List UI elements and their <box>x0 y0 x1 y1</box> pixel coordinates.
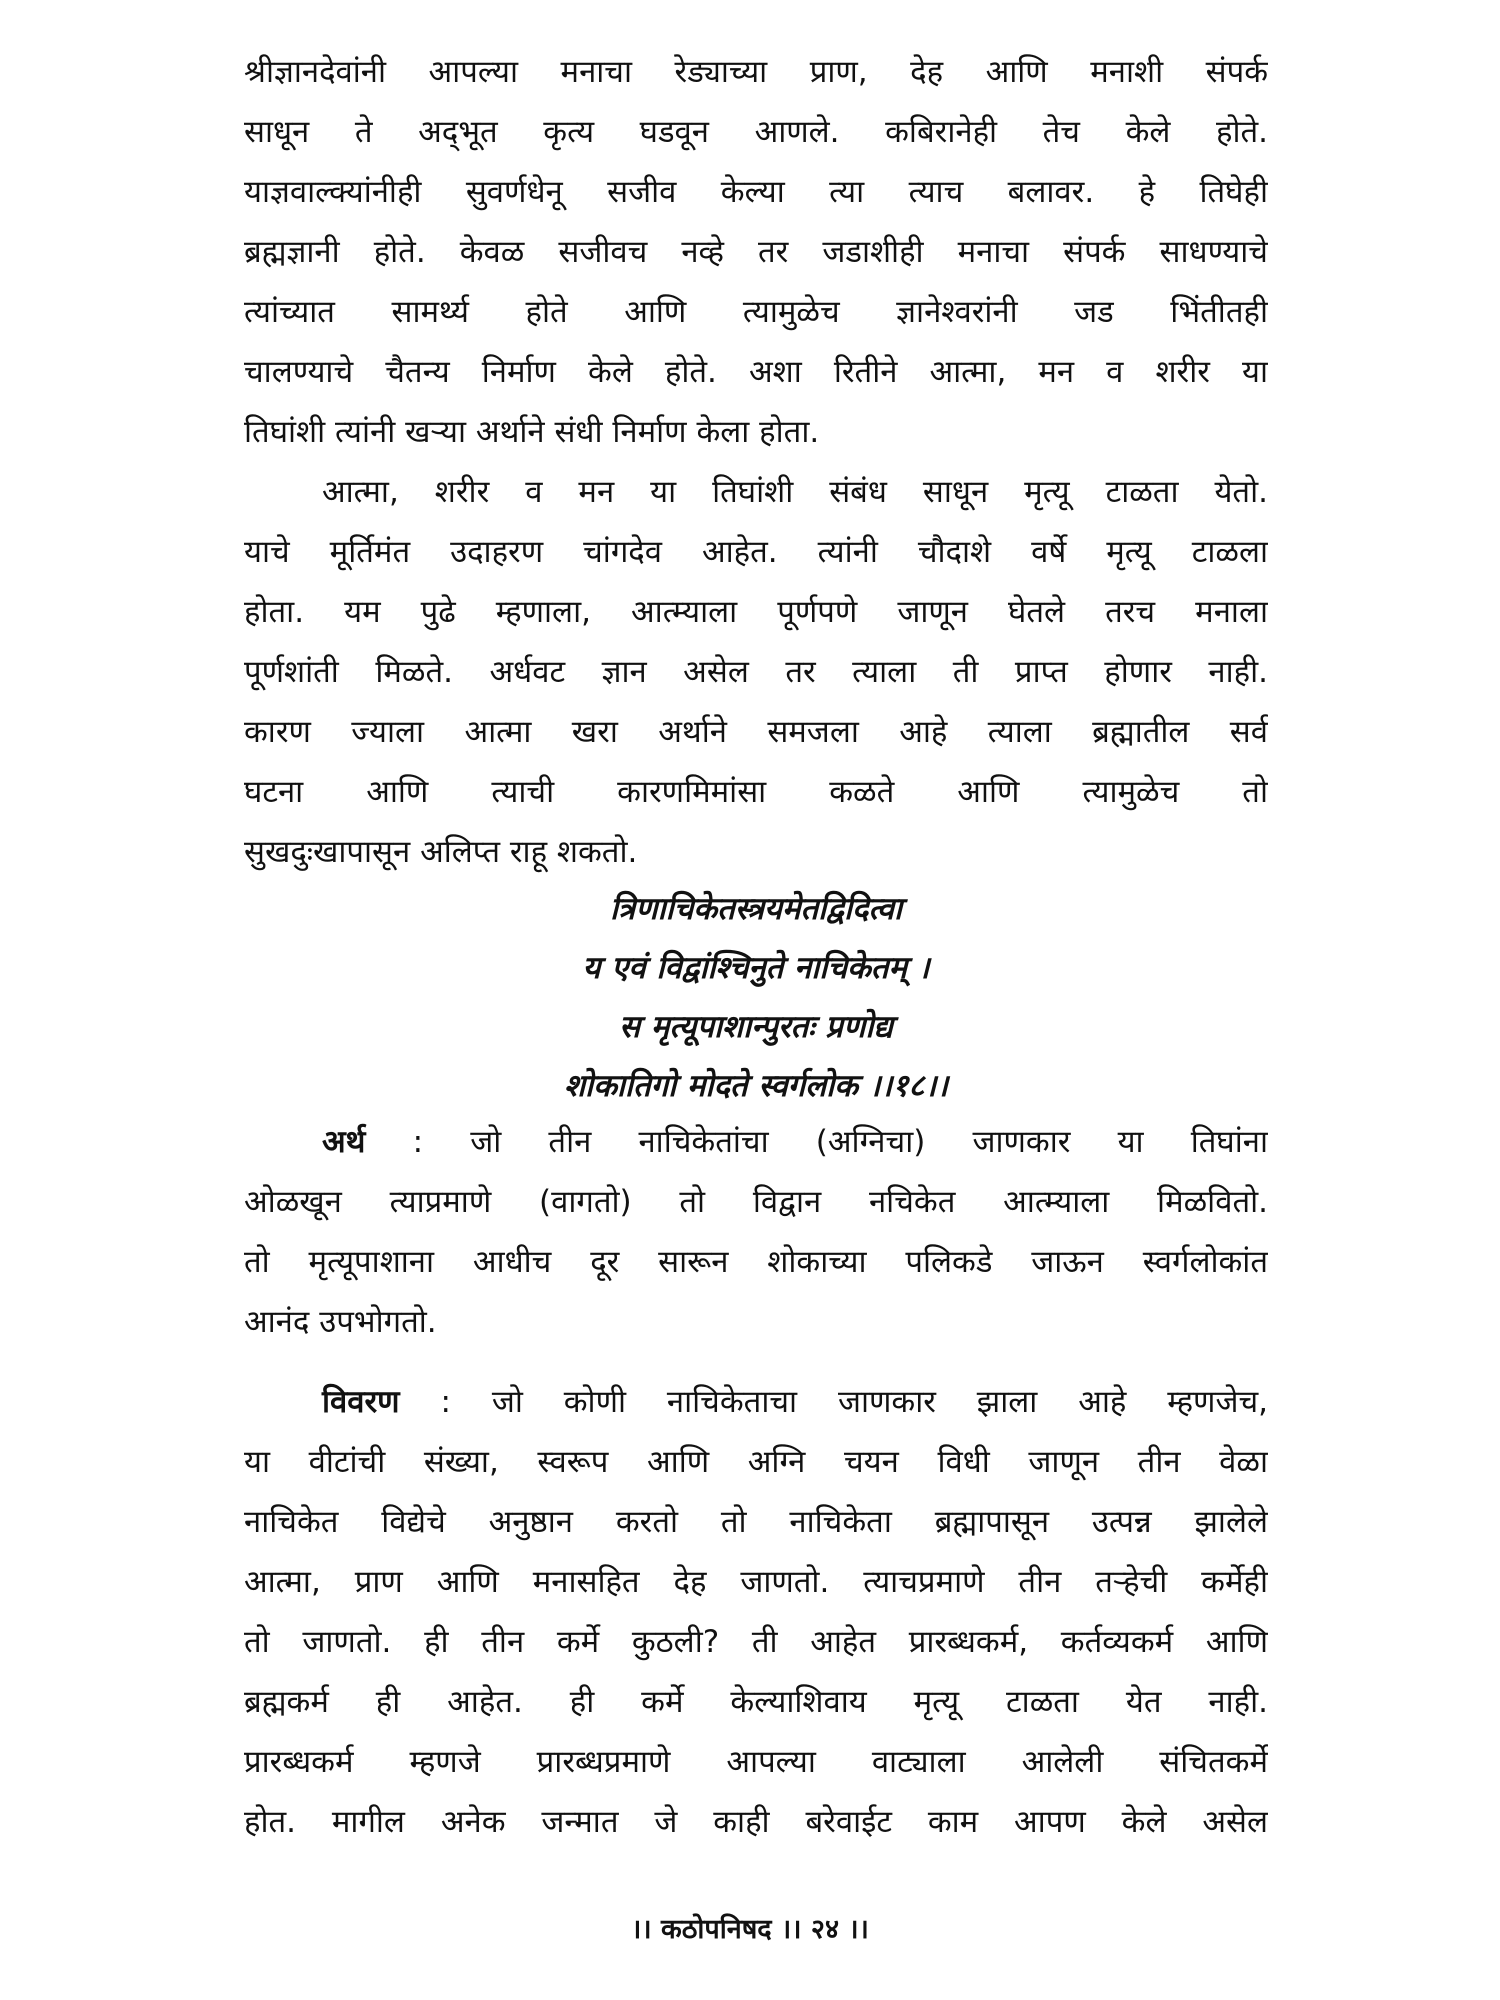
artha-text: : जो तीन नाचिकेतांचा (अग्निचा) जाणकार या तिघांना <box>412 1124 1268 1160</box>
text-line: ओळखून त्याप्रमाणे (वागतो) तो विद्वान नचिकेत आत्म्याला मिळवितो. <box>244 1184 1268 1220</box>
text-line <box>244 1372 1268 1432</box>
text-line: तिघांशी त्यांनी खऱ्या अर्थाने संधी निर्माण केला होता. <box>244 414 820 450</box>
text-line: याचे मूर्तिमंत उदाहरण चांगदेव आहेत. त्यांनी चौदाशे वर्षे मृत्यू टाळला <box>244 534 1268 570</box>
text-line <box>244 1112 1268 1172</box>
text-line: घटना आणि त्याची कारणमिमांसा कळते आणि त्यामुळेच तो <box>244 774 1268 810</box>
text-line: तो जाणतो. ही तीन कर्मे कुठली? ती आहेत प्रारब्धकर्म, कर्तव्यकर्म आणि <box>244 1624 1268 1660</box>
text-line: आनंद उपभोगतो. <box>244 1304 437 1340</box>
text-line: प्रारब्धकर्म म्हणजे प्रारब्धप्रमाणे आपल्या वाट्याला आलेली संचितकर्मे <box>244 1744 1268 1780</box>
text-line: सुखदुःखापासून अलिप्त राहू शकतो. <box>244 834 638 870</box>
text-line: नाचिकेत विद्येचे अनुष्ठान करतो तो नाचिकेता ब्रह्मापासून उत्पन्न झालेले <box>244 1504 1268 1540</box>
verse-line: स मृत्यूपाशान्पुरतः प्रणोद्य <box>619 1009 893 1045</box>
text-line: तो मृत्यूपाशाना आधीच दूर सारून शोकाच्या पलिकडे जाऊन स्वर्गलोकांत <box>244 1244 1268 1280</box>
text-line: साधून ते अद्‌भूत कृत्य घडवून आणले. कबिरानेही तेच केले होते. <box>244 114 1268 150</box>
paragraph-vivaran <box>244 1372 1268 1852</box>
paragraph-artha <box>244 1112 1268 1352</box>
text-line: ब्रह्मज्ञानी होते. केवळ सजीवच नव्हे तर जडाशीही मनाचा संपर्क साधण्याचे <box>244 234 1268 270</box>
paragraph-gyanadeva <box>244 42 1268 462</box>
text-line: कारण ज्याला आत्मा खरा अर्थाने समजला आहे त्याला ब्रह्मातील सर्व <box>244 714 1268 750</box>
verse-line: य एवं विद्वांश्चिनुते नाचिकेतम् । <box>582 950 930 986</box>
paragraph-changdev <box>244 462 1268 882</box>
text-line: आत्मा, प्राण आणि मनासहित देह जाणतो. त्याचप्रमाणे तीन तऱ्हेची कर्मेही <box>244 1564 1268 1600</box>
text-line: चालण्याचे चैतन्य निर्माण केले होते. अशा रितीने आत्मा, मन व शरीर या <box>244 354 1268 390</box>
page-footer: ।। कठोपनिषद ।। २४ ।। <box>631 1914 869 1945</box>
verse-line: त्रिणाचिकेतस्त्रयमेतद्विदित्वा <box>610 891 902 927</box>
text-line: आत्मा, शरीर व मन या तिघांशी संबंध साधून मृत्यू टाळता येतो. <box>322 474 1268 510</box>
verse-line: शोकातिगो मोदते स्वर्गलोक ।।१८।। <box>563 1068 949 1104</box>
text-line: पूर्णशांती मिळते. अर्धवट ज्ञान असेल तर त्याला ती प्राप्त होणार नाही. <box>244 654 1268 690</box>
vivaran-label: विवरण <box>322 1384 400 1420</box>
text-line: या वीटांची संख्या, स्वरूप आणि अग्नि चयन विधी जाणून तीन वेळा <box>244 1444 1268 1480</box>
artha-label: अर्थ <box>322 1124 366 1160</box>
sanskrit-verse <box>244 880 1268 1116</box>
text-line: होत. मागील अनेक जन्मात जे काही बरेवाईट काम आपण केले असेल <box>244 1804 1268 1840</box>
text-line: याज्ञवाल्क्यांनीही सुवर्णधेनू सजीव केल्या त्या त्याच बलावर. हे तिघेही <box>244 174 1268 210</box>
text-line: ब्रह्मकर्म ही आहेत. ही कर्मे केल्याशिवाय मृत्यू टाळता येत नाही. <box>244 1684 1268 1720</box>
text-line: त्यांच्यात सामर्थ्य होते आणि त्यामुळेच ज्ञानेश्वरांनी जड भिंतीतही <box>244 294 1268 330</box>
text-line: श्रीज्ञानदेवांनी आपल्या मनाचा रेड्याच्या प्राण, देह आणि मनाशी संपर्क <box>244 54 1268 90</box>
vivaran-text: : जो कोणी नाचिकेताचा जाणकार झाला आहे म्हणजेच, <box>440 1384 1268 1420</box>
text-line: होता. यम पुढे म्हणाला, आत्म्याला पूर्णपणे जाणून घेतले तरच मनाला <box>244 594 1268 630</box>
